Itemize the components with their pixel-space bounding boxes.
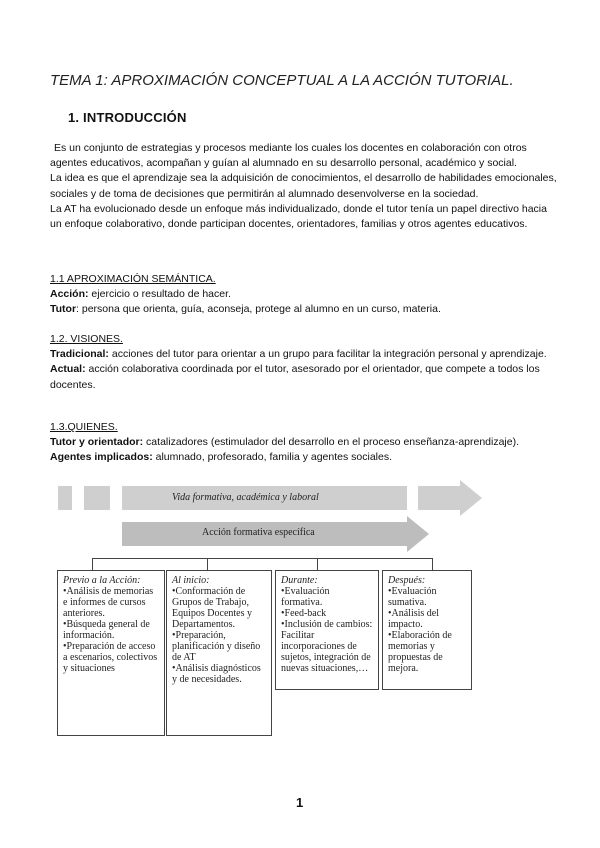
definition: acción colaborativa coordinada por el tutor, asesorado por el orientador, que compete a todos los docentes. [50,363,540,391]
band-segment [58,486,72,510]
subsection-visions [50,332,565,393]
definition: : persona que orienta, guía, aconseja, protege al alumno en un curso, materia. [76,303,441,316]
definition-line [50,362,565,392]
phase-item: • Conformación de Grupos de Trabajo, Equipos Docentes y Departamentos. [172,586,266,630]
phase-item: • Inclusión de cambios: Facilitar incorporaciones de sujetos, integración de nuevas situaciones,… [281,619,373,674]
definition-line [50,287,565,302]
term: Tutor [50,303,77,316]
top-band-label: Vida formativa, académica y laboral [172,492,319,503]
definition-line [50,347,565,362]
subsection-heading: 1.2. VISIONES. [50,333,123,345]
page-number: 1 [296,795,304,810]
section-heading: 1. INTRODUCCIÓN [68,110,187,125]
subsection-who [50,420,565,466]
phase-item: • Búsqueda general de información. [63,619,159,641]
phase-item: • Preparación de acceso a escenarios, colectivos y situaciones [63,641,159,674]
intro-paragraph: La idea es que el aprendizaje sea la adquisición de conocimientos, el desarrollo de habilidades emocionales, sociales y de toma de decisiones que permitirán al alumnado desenvolverse en la sociedad. [50,172,557,200]
term: Actual: [50,363,86,376]
phase-item: • Elaboración de memorias y propuestas de mejora. [388,630,466,674]
definition: ejercicio o resultado de hacer. [88,288,231,301]
phase-item: • Análisis de memorias e informes de cursos anteriores. [63,586,159,619]
phase-item: • Análisis diagnósticos y de necesidades. [172,663,266,685]
page-title: TEMA 1: APROXIMACIÓN CONCEPTUAL A LA ACCIÓN TUTORIAL. [50,72,514,89]
definition: catalizadores (estimulador del desarrollo en el proceso enseñanza-aprendizaje). [143,436,520,449]
term: Acción: [50,288,89,301]
definition-line [50,435,565,450]
phase-item: • Evaluación sumativa. [388,586,466,608]
definition: acciones del tutor para orientar a un grupo para facilitar la integración personal y aprendizaje. [108,348,547,361]
phase-heading: Durante: [281,575,318,586]
top-band-arrow [460,480,482,516]
connector-line [92,558,93,570]
subsection-semantic [50,272,565,318]
phase-item: • Análisis del impacto. [388,608,466,630]
phase-item: • Preparación, planificación y diseño de AT [172,630,266,663]
intro-paragraph: Es un conjunto de estrategias y procesos mediante los cuales los docentes en colaboración con otros agentes educativos, acompañan y guían al alumnado en su desarrollo personal, académico y social. [50,142,527,170]
phase-heading: Previo a la Acción: [63,575,141,586]
subsection-heading: 1.3.QUIENES. [50,421,118,433]
phase-box-before [57,570,165,736]
definition-line [50,450,565,465]
term: Tradicional: [50,348,109,361]
intro-text [50,141,560,232]
subsection-heading: 1.1 APROXIMACIÓN SEMÁNTICA. [50,273,216,285]
definition: alumnado, profesorado, familia y agentes sociales. [152,451,393,464]
term: Tutor y orientador: [50,436,144,449]
connector-line [317,558,318,570]
phase-box-after [382,570,472,690]
mid-band-arrow [407,516,429,552]
phase-heading: Al inicio: [172,575,210,586]
phase-item: • Evaluación formativa. [281,586,373,608]
mid-band-label: Acción formativa específica [202,527,315,538]
connector-line [92,558,432,559]
band-segment [84,486,110,510]
phase-box-during [275,570,379,690]
connector-line [432,558,433,570]
connector-line [207,558,208,570]
phase-box-start [166,570,272,736]
term: Agentes implicados: [50,451,153,464]
intro-paragraph: La AT ha evolucionado desde un enfoque más individualizado, donde el tutor tenía un papel directivo hacia un enfoque colaborativo, donde participan docentes, orientadores, familias y otros agentes educativos. [50,202,547,231]
phase-item: • Feed-back [281,608,373,619]
phase-heading: Después: [388,575,426,586]
band-segment [418,486,460,510]
definition-line [50,302,565,317]
tutorial-action-diagram [52,480,492,742]
